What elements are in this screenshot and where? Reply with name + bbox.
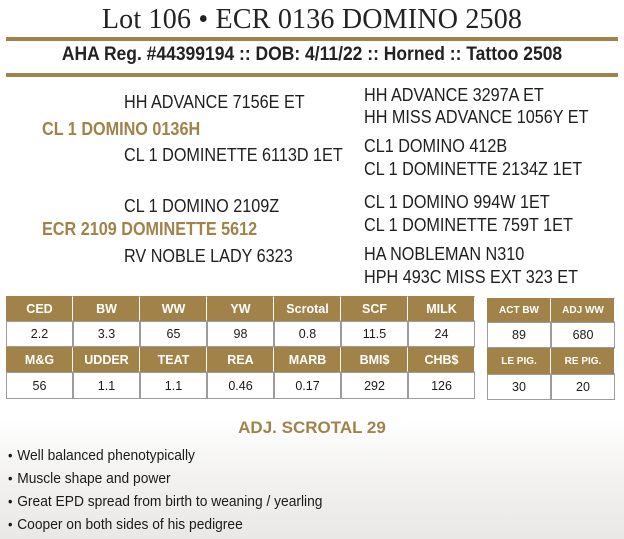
epd-value-yw: 98 [207,321,274,347]
note-text: Muscle shape and power [17,470,171,487]
pedigree-dam-dam-sire: HA NOBLEMAN N310 [364,244,525,264]
epd-value-scf: 11.5 [341,321,408,347]
actual-value-le-pig: 30 [487,374,551,400]
actual-value-act-bw: 89 [487,322,551,348]
pedigree-sire-dam: CL 1 DOMINETTE 6113D 1ET [124,145,343,165]
bullet-icon: • [8,493,13,509]
actuals-table [487,298,615,400]
epd-value-milk: 24 [408,321,475,347]
epd-value-bmi: 292 [341,372,408,399]
epd-header-teat: TEAT [140,347,207,372]
pedigree-dam-dam: RV NOBLE LADY 6323 [124,246,293,266]
actual-header-re-pig: RE PIG. [551,348,615,374]
epd-header-udder: UDDER [73,347,140,372]
bullet-icon: • [8,470,13,486]
epd-header-ced: CED [6,296,73,321]
pedigree-dam-sire: CL 1 DOMINO 2109Z [124,196,280,216]
epd-value-bw: 3.3 [73,321,140,347]
pedigree-sire-dam-sire: CL1 DOMINO 412B [364,136,508,156]
adj-scrotal: ADJ. SCROTAL 29 [238,418,386,437]
bullet-icon: • [8,447,13,463]
actual-value-adj-ww: 680 [551,322,615,348]
epd-table [6,296,475,399]
pedigree-sire-sire-sire: HH ADVANCE 3297A ET [364,85,544,105]
epd-header-scrotal: Scrotal [274,296,341,321]
pedigree-sire-dam-dam: CL 1 DOMINETTE 2134Z 1ET [364,159,583,179]
epd-value-scrotal: 0.8 [274,321,341,347]
epd-header-chb: CHB$ [408,347,475,372]
epd-value-rea: 0.46 [207,372,274,399]
actual-header-act-bw: ACT BW [487,298,551,322]
epd-header-mg: M&G [6,347,73,372]
pedigree-dam-dam-dam: HPH 493C MISS EXT 323 ET [364,267,578,287]
epd-value-ww: 65 [140,321,207,347]
pedigree-sire-sire-dam: HH MISS ADVANCE 1056Y ET [364,107,589,127]
epd-value-mg: 56 [6,372,73,399]
epd-value-chb: 126 [408,372,475,399]
list-item [8,490,322,513]
pedigree-sire: CL 1 DOMINO 0136H [42,119,201,139]
epd-value-teat: 1.1 [140,372,207,399]
note-text: Great EPD spread from birth to weaning / yearling [17,493,323,510]
note-text: Cooper on both sides of his pedigree [17,516,243,533]
header-divider-bottom [6,73,618,77]
note-text: Well balanced phenotypically [17,447,195,464]
pedigree-sire-sire: HH ADVANCE 7156E ET [124,92,305,112]
pedigree-dam-sire-dam: CL 1 DOMINETTE 759T 1ET [364,215,573,235]
registration-line: AHA Reg. #44399194 :: DOB: 4/11/22 :: Horned :: Tattoo 2508 [61,44,563,65]
header-divider-top [6,37,618,41]
epd-value-udder: 1.1 [73,372,140,399]
actual-value-re-pig: 20 [551,374,615,400]
list-item [8,467,322,490]
epd-header-scf: SCF [341,296,408,321]
notes-list [8,444,350,536]
list-item [8,444,322,467]
pedigree-dam-sire-sire: CL 1 DOMINO 994W 1ET [364,192,550,212]
epd-header-bw: BW [73,296,140,321]
epd-header-rea: REA [207,347,274,372]
bullet-icon: • [8,516,13,532]
pedigree-dam: ECR 2109 DOMINETTE 5612 [42,219,258,239]
epd-header-marb: MARB [274,347,341,372]
epd-header-yw: YW [207,296,274,321]
actual-header-le-pig: LE PIG. [487,348,551,374]
epd-header-bmi: BMI$ [341,347,408,372]
epd-header-ww: WW [140,296,207,321]
lot-title: Lot 106 • ECR 0136 DOMINO 2508 [101,4,523,35]
list-item [8,513,322,536]
epd-header-milk: MILK [408,296,475,321]
actual-header-adj-ww: ADJ WW [551,298,615,322]
epd-value-marb: 0.17 [274,372,341,399]
epd-value-ced: 2.2 [6,321,73,347]
